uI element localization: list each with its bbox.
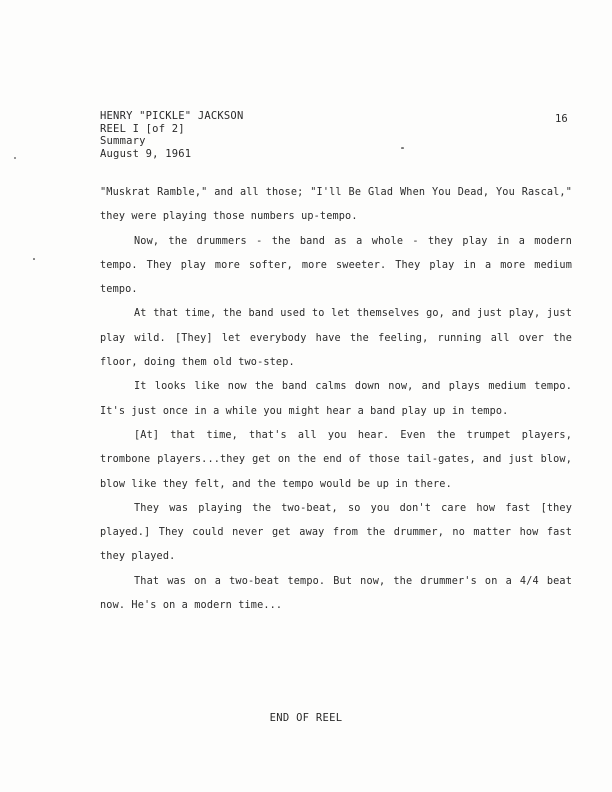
document-header <box>100 110 243 160</box>
scan-speck <box>33 258 35 260</box>
paragraph: It looks like now the band calms down now, and plays medium tempo. It's just once in a while you might hear a band play up in tempo. <box>100 381 572 417</box>
paragraph: They was playing the two-beat, so you don't care how fast [they played.] They could never get away from the drummer, no matter how fast they played. <box>100 502 572 563</box>
header-date: August 9, 1961 <box>100 147 192 160</box>
paragraph: [At] that time, that's all you hear. Even the trumpet players, trombone players...they get on the end of those tail-gates, and just blow, blow like they felt, and the tempo would be up in there. <box>100 429 572 490</box>
transcript-body <box>100 181 572 618</box>
header-reel: REEL I [of 2] <box>100 122 185 135</box>
paragraph: Now, the drummers - the band as a whole - they play in a modern tempo. They play more softer, more sweeter. They play in a more medium tempo. <box>100 235 572 296</box>
header-interviewee-name: HENRY "PICKLE" JACKSON <box>100 110 244 122</box>
paragraph: "Muskrat Ramble," and all those; "I'll Be Glad When You Dead, You Rascal," they were playing those numbers up-tempo. <box>100 187 572 223</box>
paragraph: That was on a two-beat tempo. But now, the drummer's on a 4/4 beat now. He's on a modern time... <box>100 575 572 612</box>
scan-speck <box>401 147 404 149</box>
end-of-reel-label: END OF REEL <box>269 712 343 724</box>
paragraph: At that time, the band used to let themselves go, and just play, just play wild. [They] let everybody have the feeling, running all over the floor, doing them old two-step. <box>100 308 572 369</box>
page-number: 16 <box>555 113 568 125</box>
scan-speck <box>14 157 16 159</box>
header-document-type: Summary <box>100 135 146 147</box>
